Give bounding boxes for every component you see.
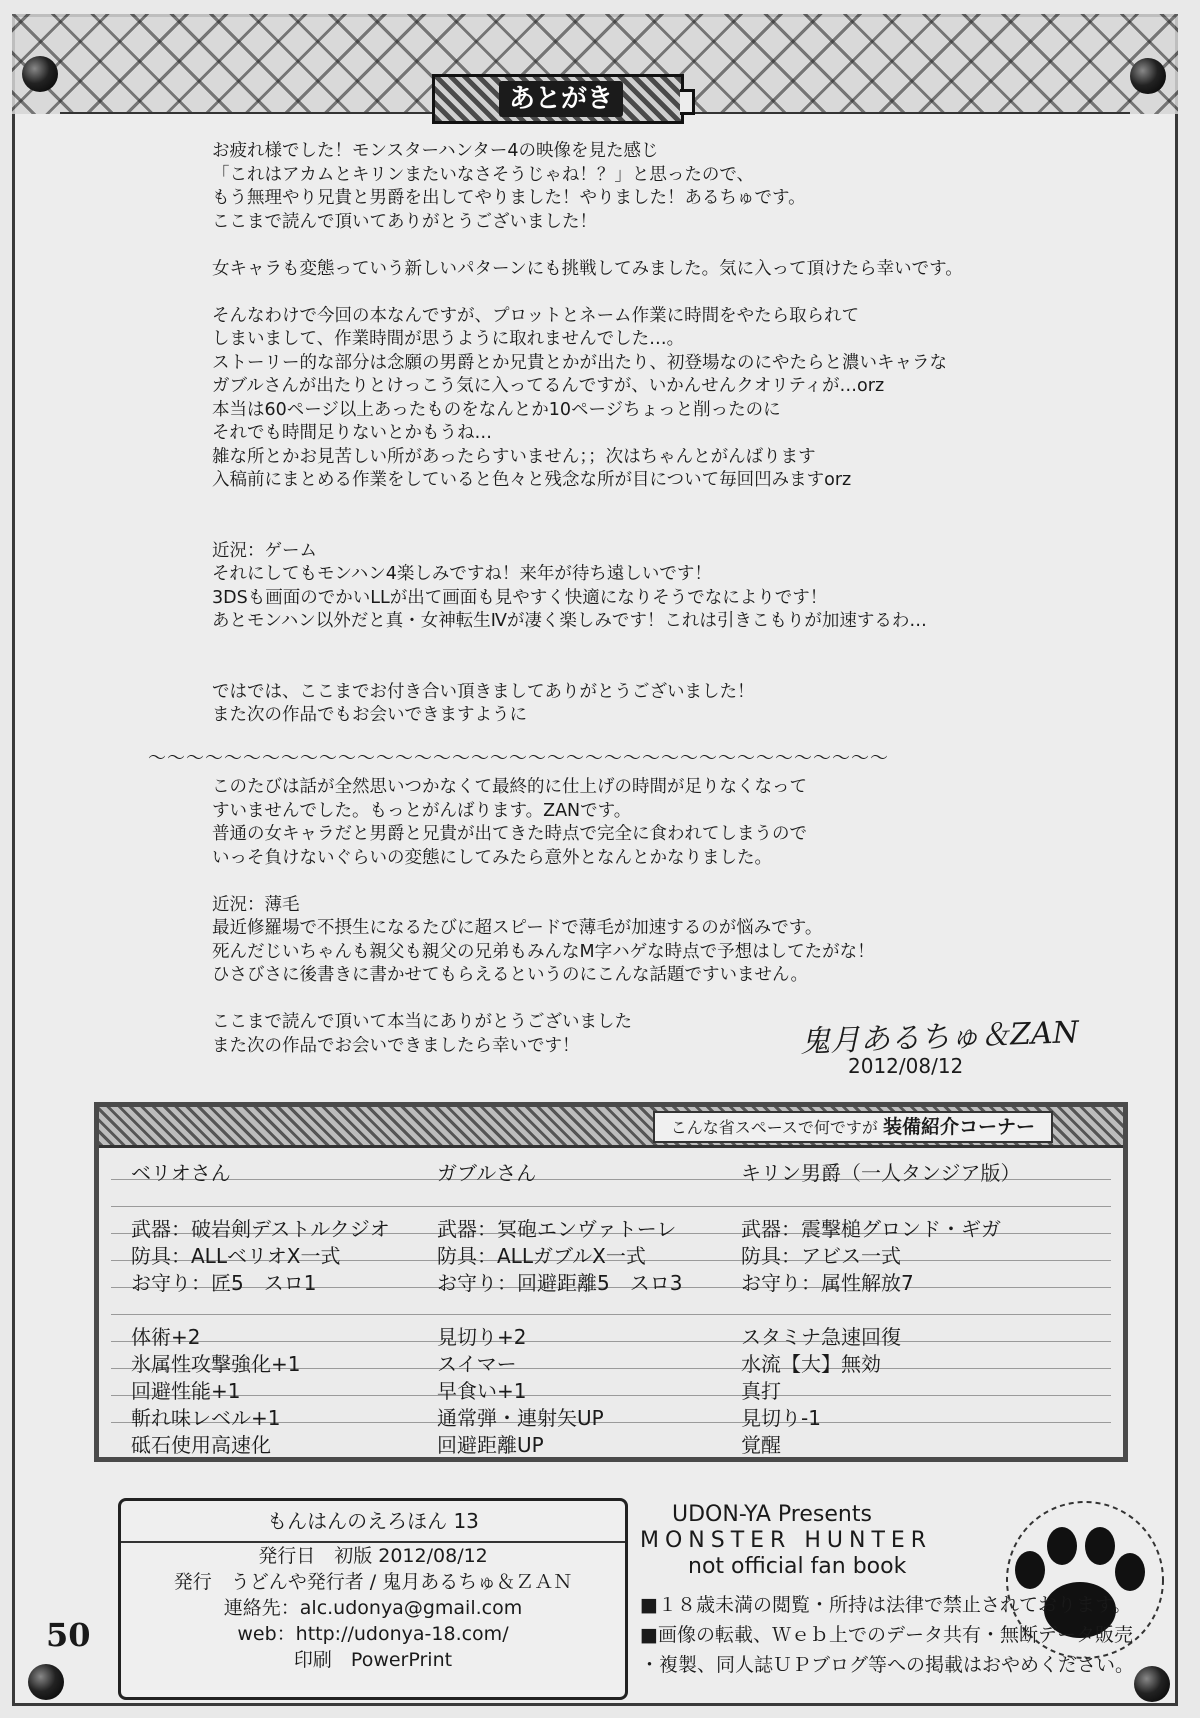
text-line: 3DSも画面のでかいLLが出て画面も見やすく快適になりそうでなによりです！: [212, 587, 828, 608]
skill-item: 斬れ味レベル+1: [131, 1406, 281, 1430]
text-line: 本当は60ページ以上あったものをなんとか10ページちょっと削ったのに: [212, 399, 781, 420]
equipment-header: [99, 1107, 1123, 1148]
header-small-text: こんな省スペースで何ですが: [670, 1118, 878, 1137]
page-title: あとがき: [499, 81, 623, 117]
skill-item: 砥石使用高速化: [131, 1433, 271, 1457]
equipment-column: [437, 1153, 767, 1459]
gear-item: 武器：震撃槌グロンド・ギガ: [741, 1217, 1001, 1241]
skill-item: 水流【大】無効: [741, 1352, 881, 1376]
skill-item: 体術+2: [131, 1325, 201, 1349]
text-line: ストーリー的な部分は念願の男爵とか兄貴とかが出たり、初登場なのにやたらと濃いキャラな: [212, 352, 947, 373]
character-name: ガブルさん: [437, 1161, 537, 1185]
text-line: 「これはアカムとキリンまたいなさそうじゃね！？」と思ったので、: [212, 164, 754, 185]
spacer: [741, 1297, 1071, 1324]
presents-line-3: not official fan book: [688, 1554, 907, 1579]
blank-line: [212, 493, 1092, 517]
equipment-header-tab: [653, 1111, 1053, 1143]
text-line: ではでは、ここまでお付き合い頂きましてありがとうございました！: [212, 681, 755, 702]
colophon-row: 印刷 PowerPrint: [293, 1649, 453, 1671]
page-number: 50: [46, 1616, 91, 1654]
text-line: このたびは話が全然思いつかなくて最終的に仕上げの時間が足りなくなって: [212, 777, 807, 797]
signature: 鬼月あるちゅ＆ZAN: [799, 1015, 1080, 1060]
text-line: 死んだじいちゃんも親父も親父の兄弟もみんなM字ハゲな時点で予想はしてたがな！: [212, 941, 875, 962]
colophon-row: 発行 うどんや発行者 / 鬼月あるちゅ＆ＺＡＮ: [173, 1571, 573, 1593]
notices: [640, 1590, 1180, 1680]
text-line: 近況：薄毛: [212, 894, 300, 915]
blank-line: [212, 634, 1092, 658]
text-line: それにしてもモンハン4楽しみですね！来年が待ち遠しいです！: [212, 564, 712, 584]
text-line: また次の作品でもお会いできますように: [212, 705, 527, 725]
text-line: 普通の女キャラだと男爵と兄貴が出てきた時点で完全に食われてしまうので: [212, 824, 807, 844]
text-line: 雑な所とかお見苦しい所があったらすいません；；次はちゃんとがんばります: [212, 446, 816, 467]
presents-line-2: MONSTER HUNTER: [640, 1528, 933, 1553]
equipment-column: [131, 1153, 461, 1459]
equipment-box: [94, 1102, 1128, 1462]
skill-item: 真打: [741, 1379, 781, 1403]
blank-line: [212, 281, 1092, 305]
skill-item: 早食い+1: [437, 1379, 527, 1403]
text-line: ここまで読んで頂いて本当にありがとうございました: [212, 1012, 632, 1032]
skill-item: 見切り-1: [741, 1406, 821, 1430]
skill-item: 氷属性攻撃強化+1: [131, 1352, 301, 1376]
text-line: ガブルさんが出たりとけっこう気に入ってるんですが、いかんせんクオリティが…orz: [212, 376, 885, 396]
text-line: あとモンハン以外だと真・女神転生Ⅳが凄く楽しみです！これは引きこもりが加速するわ…: [212, 611, 927, 631]
spacer: [741, 1189, 1071, 1216]
character-name: ベリオさん: [131, 1161, 231, 1185]
signature-date: 2012/08/12: [848, 1054, 964, 1078]
skill-item: 通常弾・連射矢UP: [437, 1406, 604, 1430]
notice-line: ■１８歳未満の閲覧・所持は法律で禁止されております。: [640, 1594, 1132, 1616]
colophon-rows: [121, 1543, 625, 1673]
skill-item: 回避性能+1: [131, 1379, 241, 1403]
text-line: 女キャラも変態っていう新しいパターンにも挑戦してみました。気に入って頂けたら幸いです。: [212, 258, 963, 279]
blank-line: [212, 988, 1092, 1012]
spacer: [131, 1189, 461, 1216]
text-line: 入稿前にまとめる作業をしていると色々と残念な所が目について毎回凹みますorz: [212, 470, 852, 490]
bead-ornament-icon: [1130, 58, 1166, 94]
colophon-row: 連絡先：alc.udonya@gmail.com: [223, 1597, 523, 1619]
text-line: お疲れ様でした！モンスターハンター4の映像を見た感じ: [212, 141, 659, 161]
character-name: キリン男爵（一人タンジア版）: [741, 1161, 1021, 1185]
gear-item: お守り：回避距離5 スロ3: [437, 1271, 683, 1295]
notice-line: ■画像の転載、Ｗｅｂ上でのデータ共有・無断データ販売: [640, 1624, 1133, 1646]
text-line: それでも時間足りないとかもうね…: [212, 423, 492, 443]
colophon-row: web：http://udonya-18.com/: [237, 1623, 509, 1645]
skill-item: 見切り+2: [437, 1325, 527, 1349]
bead-ornament-icon: [28, 1664, 64, 1700]
text-line: 最近修羅場で不摂生になるたびに超スピードで薄毛が加速するのが悩みです。: [212, 918, 823, 938]
afterword-text-1: [212, 140, 1092, 728]
presents-line-1: UDON-YA Presents: [672, 1502, 872, 1527]
blank-line: [212, 657, 1092, 681]
equipment-table: [111, 1153, 1111, 1457]
notice-line: ・複製、同人誌ＵＰブログ等への掲載はおやめください。: [640, 1654, 1135, 1676]
plate-tab: [680, 89, 695, 115]
book-title: もんはんのえろほん 13: [121, 1501, 625, 1543]
text-line: また次の作品でお会いできましたら幸いです！: [212, 1035, 580, 1056]
blank-line: [212, 234, 1092, 258]
blank-line: [212, 516, 1092, 540]
equipment-column: [741, 1153, 1071, 1459]
blank-line: [212, 870, 1092, 894]
text-line: ひさびさに後書きに書かせてもらえるというのにこんな話題ですいません。: [212, 965, 809, 985]
spacer: [131, 1297, 461, 1324]
gear-item: お守り：匠5 スロ1: [131, 1271, 317, 1295]
skill-item: 回避距離UP: [437, 1433, 544, 1457]
text-line: いっそ負けないぐらいの変態にしてみたら意外となんとかなりました。: [212, 847, 772, 868]
gear-item: 武器：冥砲エンヴァトーレ: [437, 1217, 677, 1241]
spacer: [437, 1189, 767, 1216]
spacer: [437, 1297, 767, 1324]
colophon-row: 発行日 初版 2012/08/12: [258, 1545, 488, 1567]
afterword-title-plate: [432, 74, 684, 124]
text-line: しまいまして、作業時間が思うように取れませんでした…。: [212, 329, 685, 349]
gear-item: 防具：ALLベリオX一式: [131, 1244, 341, 1268]
colophon-box: [118, 1498, 628, 1700]
text-line: もう無理やり兄貴と男爵を出してやりました！やりました！あるちゅです。: [212, 188, 806, 208]
gear-item: お守り：属性解放7: [741, 1271, 914, 1295]
gear-item: 防具：ALLガブルX一式: [437, 1244, 646, 1268]
skill-item: スイマー: [437, 1352, 517, 1376]
text-line: 近況：ゲーム: [212, 540, 317, 561]
gear-item: 武器：破岩剣デストルクジオ: [131, 1217, 390, 1241]
separator-line: ～～～～～～～～～～～～～～～～～～～～～～～～～～～～～～～～～～～～～～～: [148, 748, 889, 769]
skill-item: スタミナ急速回復: [741, 1325, 901, 1349]
gear-item: 防具：アビス一式: [741, 1244, 901, 1268]
header-big-text: 装備紹介コーナー: [882, 1116, 1035, 1138]
text-line: ここまで読んで頂いてありがとうございました！: [212, 211, 597, 232]
skill-item: 覚醒: [741, 1433, 781, 1457]
bead-ornament-icon: [22, 56, 58, 92]
text-line: すいませんでした。もっとがんばります。ZANです。: [212, 800, 632, 821]
text-line: そんなわけで今回の本なんですが、プロットとネーム作業に時間をやたら取られて: [212, 305, 860, 326]
